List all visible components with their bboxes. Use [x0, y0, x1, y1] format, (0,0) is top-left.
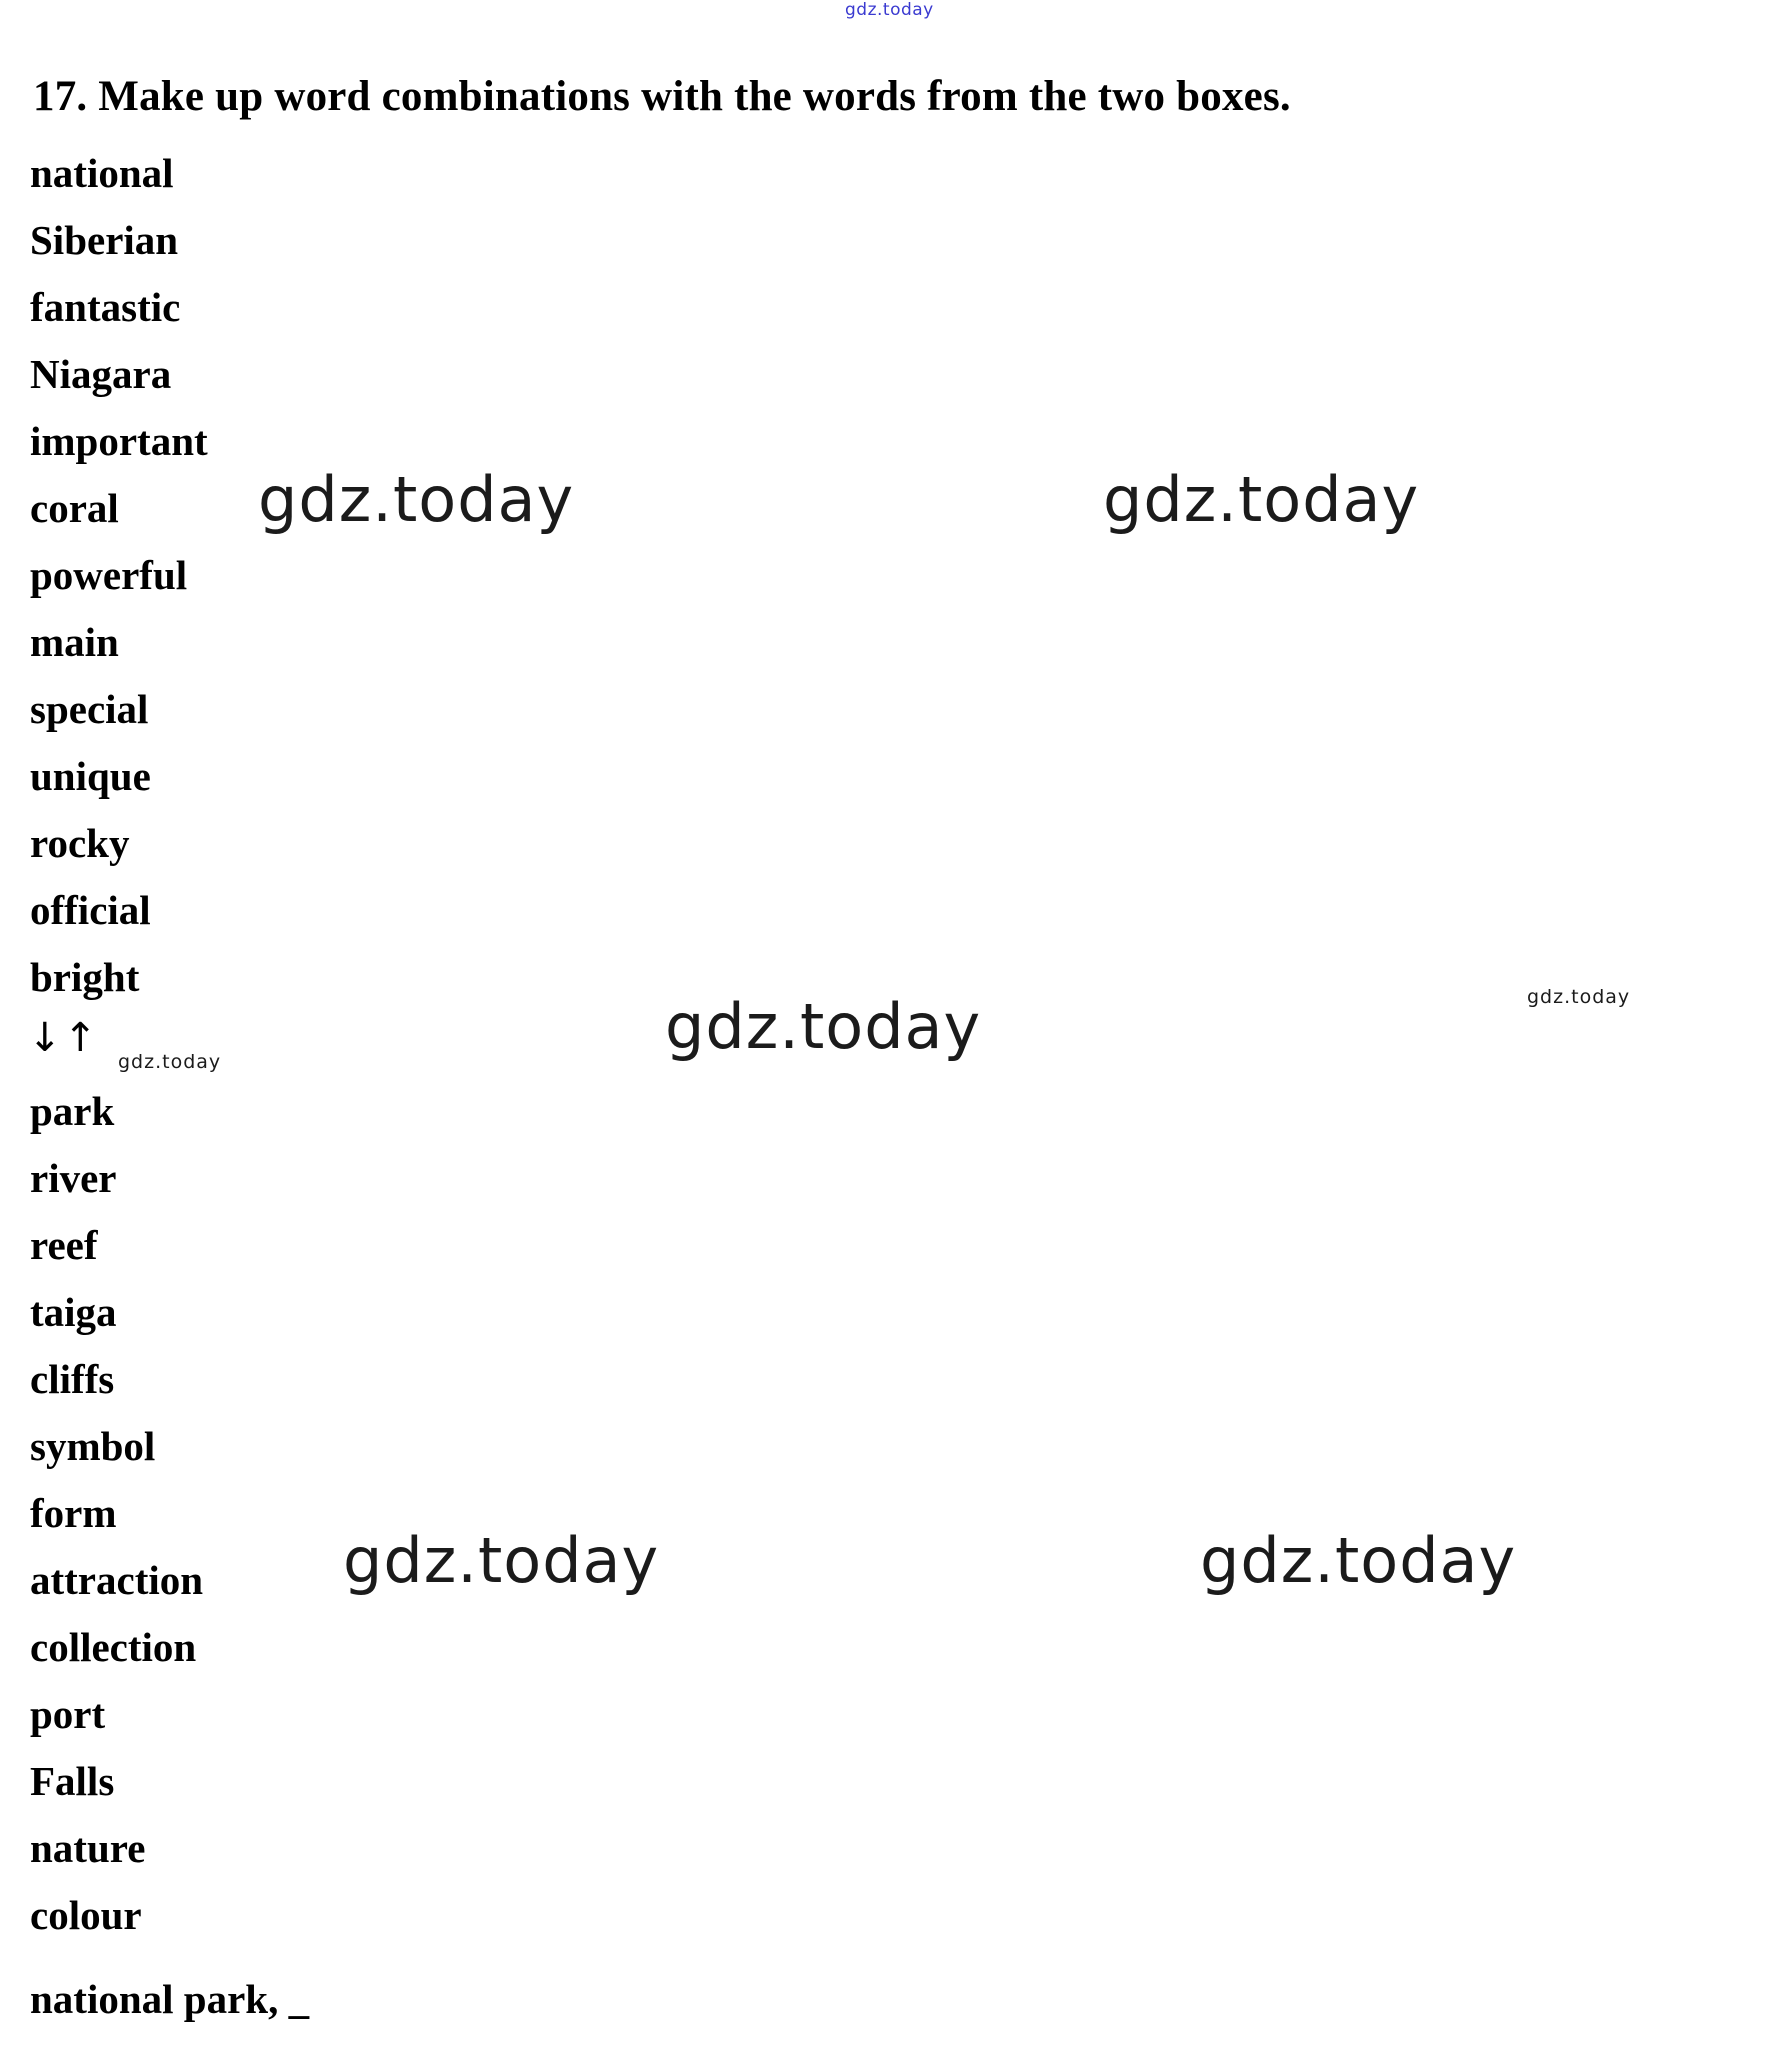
word-item: unique: [30, 753, 151, 799]
word-item: fantastic: [30, 284, 181, 330]
watermark-large-4: gdz.today: [343, 1524, 660, 1597]
word-item: cliffs: [30, 1356, 115, 1402]
word-item: Siberian: [30, 217, 179, 263]
word-item: powerful: [30, 552, 188, 598]
watermark-large-1: gdz.today: [258, 463, 575, 536]
word-item: attraction: [30, 1557, 204, 1603]
word-item: colour: [30, 1892, 142, 1938]
word-box-nouns: [30, 1078, 203, 1949]
word-item: coral: [30, 485, 119, 531]
word-item: special: [30, 686, 149, 732]
word-box-adjectives: [30, 140, 208, 1011]
updown-arrows-icon: ↓↑: [28, 1015, 100, 1061]
word-item: national: [30, 150, 174, 196]
word-item: main: [30, 619, 119, 665]
word-item: reef: [30, 1222, 98, 1268]
watermark-large-5: gdz.today: [1200, 1524, 1517, 1597]
word-item: river: [30, 1155, 117, 1201]
word-item: symbol: [30, 1423, 156, 1469]
word-item: Niagara: [30, 351, 172, 397]
answer-line: national park, _: [30, 1976, 310, 2022]
word-item: port: [30, 1691, 106, 1737]
word-item: important: [30, 418, 208, 464]
word-item: form: [30, 1490, 117, 1536]
word-item: collection: [30, 1624, 197, 1670]
word-item: taiga: [30, 1289, 117, 1335]
watermark-small-2: gdz.today: [118, 1051, 222, 1073]
word-item: bright: [30, 954, 140, 1000]
watermark-top: gdz.today: [845, 0, 934, 20]
watermark-small-1: gdz.today: [1527, 986, 1631, 1008]
word-item: official: [30, 887, 151, 933]
watermark-large-2: gdz.today: [1103, 463, 1420, 536]
word-item: rocky: [30, 820, 130, 866]
watermark-large-3: gdz.today: [665, 990, 982, 1063]
word-item: Falls: [30, 1758, 115, 1804]
word-item: nature: [30, 1825, 146, 1871]
word-item: park: [30, 1088, 115, 1134]
exercise-heading: 17. Make up word combinations with the words from the two boxes.: [33, 73, 1291, 120]
